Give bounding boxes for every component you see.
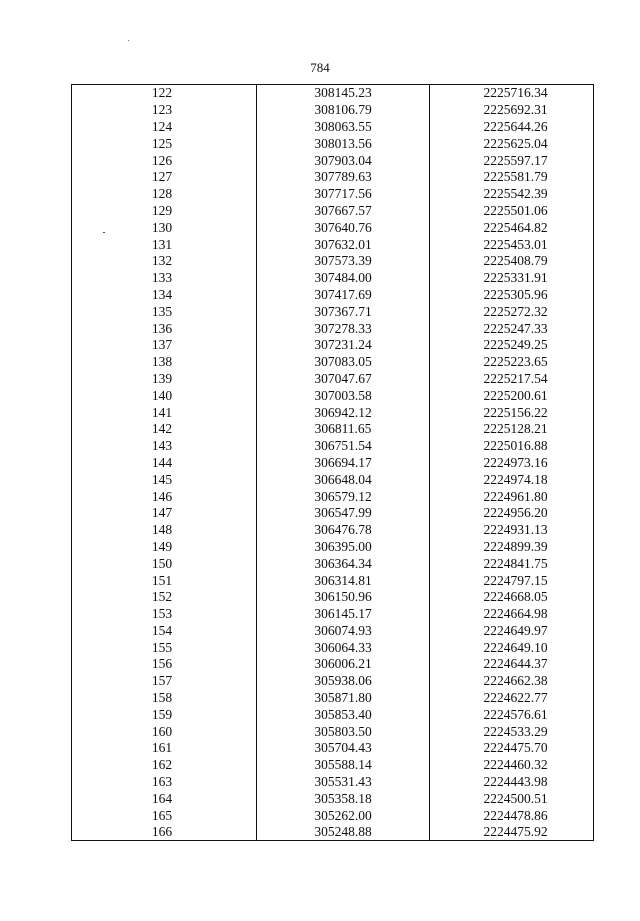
point-number-cell: 124	[151, 118, 173, 134]
y-coordinate-cell: 2224961.80	[483, 488, 548, 504]
x-coordinate-cell: 306579.12	[257, 488, 430, 505]
table-row	[72, 824, 601, 841]
x-coordinate-cell: 306314.81	[257, 572, 430, 589]
y-coordinate-cell: 2224475.70	[483, 740, 548, 756]
x-coordinate-cell: 308106.79	[257, 102, 430, 119]
table-row	[72, 723, 601, 740]
y-coordinate-cell: 2225331.91	[483, 270, 548, 286]
y-coordinate-cell: 2224576.61	[483, 706, 548, 722]
x-coordinate-cell: 306395.00	[257, 539, 430, 556]
y-coordinate-cell: 2225128.21	[483, 421, 548, 437]
y-coordinate-cell: 2225223.65	[483, 354, 548, 370]
y-coordinate-cell: 2225581.79	[483, 169, 548, 185]
y-coordinate-cell: 2224668.05	[483, 589, 548, 605]
y-coordinate-cell: 2225597.17	[483, 152, 548, 168]
point-number-cell: 128	[151, 186, 173, 202]
table-row	[72, 757, 601, 774]
y-coordinate-cell: 2225305.96	[483, 286, 548, 302]
x-coordinate-cell: 307278.33	[257, 320, 430, 337]
y-coordinate-cell: 2225217.54	[483, 370, 548, 386]
point-number-cell: 147	[151, 505, 173, 521]
point-number-cell: 123	[151, 102, 173, 118]
point-number-cell: 133	[151, 270, 173, 286]
point-number-cell: 135	[151, 303, 173, 319]
x-coordinate-cell: 306006.21	[257, 656, 430, 673]
x-coordinate-cell: 306648.04	[257, 471, 430, 488]
x-coordinate-cell: 305262.00	[257, 807, 430, 824]
page-number: 784	[310, 60, 330, 75]
y-coordinate-cell: 2224931.13	[483, 522, 548, 538]
table-row	[72, 606, 601, 623]
x-coordinate-cell: 307083.05	[257, 354, 430, 371]
table-row	[72, 354, 601, 371]
x-coordinate-cell: 305871.80	[257, 690, 430, 707]
y-coordinate-cell: 2225200.61	[483, 387, 548, 403]
point-number-cell: 162	[151, 757, 173, 773]
x-coordinate-cell: 305588.14	[257, 757, 430, 774]
point-number-cell: 159	[151, 706, 173, 722]
table-row	[72, 790, 601, 807]
point-number-cell: 139	[151, 370, 173, 386]
x-coordinate-cell: 307573.39	[257, 253, 430, 270]
x-coordinate-cell: 307367.71	[257, 303, 430, 320]
x-coordinate-cell: 306150.96	[257, 589, 430, 606]
table-row	[72, 219, 601, 236]
x-coordinate-cell: 307789.63	[257, 169, 430, 186]
table-row	[72, 203, 601, 220]
x-coordinate-cell: 305704.43	[257, 740, 430, 757]
x-coordinate-cell: 306364.34	[257, 555, 430, 572]
x-coordinate-cell: 306145.17	[257, 606, 430, 623]
y-coordinate-cell: 2224974.18	[483, 471, 548, 487]
point-number-cell: 161	[151, 740, 173, 756]
table-row	[72, 690, 601, 707]
x-coordinate-cell: 308013.56	[257, 135, 430, 152]
point-number-cell: 130	[151, 219, 173, 235]
y-coordinate-cell: 2224460.32	[483, 757, 548, 773]
y-coordinate-cell: 2225501.06	[483, 202, 548, 218]
point-number-cell: 122	[151, 85, 173, 101]
point-number-cell: 152	[151, 589, 173, 605]
table-row	[72, 623, 601, 640]
x-coordinate-cell: 306476.78	[257, 522, 430, 539]
table-row	[72, 471, 601, 488]
y-coordinate-cell: 2225156.22	[483, 404, 548, 420]
point-number-cell: 148	[151, 522, 173, 538]
point-number-cell: 150	[151, 555, 173, 571]
table-row	[72, 555, 601, 572]
point-number-cell: 165	[151, 807, 173, 823]
x-coordinate-cell: 307484.00	[257, 270, 430, 287]
point-number-cell: 143	[151, 438, 173, 454]
point-number-cell: 127	[151, 169, 173, 185]
y-coordinate-cell: 2225464.82	[483, 219, 548, 235]
y-coordinate-cell: 2224500.51	[483, 790, 548, 806]
table-row	[72, 337, 601, 354]
table-row	[72, 169, 601, 186]
point-number-cell: 153	[151, 606, 173, 622]
y-coordinate-cell: 2224443.98	[483, 774, 548, 790]
point-number-cell: 131	[151, 236, 173, 252]
x-coordinate-cell: 305358.18	[257, 790, 430, 807]
y-coordinate-cell: 2224533.29	[483, 723, 548, 739]
x-coordinate-cell: 305531.43	[257, 774, 430, 791]
point-number-cell: 164	[151, 790, 173, 806]
table-row	[72, 488, 601, 505]
table-row	[72, 421, 601, 438]
x-coordinate-cell: 308145.23	[257, 85, 430, 102]
point-number-cell: 149	[151, 538, 173, 554]
y-coordinate-cell: 2225247.33	[483, 320, 548, 336]
x-coordinate-cell: 306694.17	[257, 455, 430, 472]
point-number-cell: 146	[151, 488, 173, 504]
y-coordinate-cell: 2225716.34	[483, 85, 548, 101]
x-coordinate-cell: 306811.65	[257, 421, 430, 438]
x-coordinate-cell: 305803.50	[257, 723, 430, 740]
y-coordinate-cell: 2225408.79	[483, 253, 548, 269]
point-number-cell: 158	[151, 690, 173, 706]
point-number-cell: 126	[151, 152, 173, 168]
point-number-cell: 157	[151, 673, 173, 689]
y-coordinate-cell: 2224973.16	[483, 454, 548, 470]
point-number-cell: 140	[151, 387, 173, 403]
y-coordinate-cell: 2224649.97	[483, 622, 548, 638]
table-row	[72, 119, 601, 136]
y-coordinate-cell: 2225625.04	[483, 135, 548, 151]
point-number-cell: 151	[151, 572, 173, 588]
table-row	[72, 152, 601, 169]
table-row	[72, 371, 601, 388]
table-row	[72, 522, 601, 539]
y-coordinate-cell: 2224797.15	[483, 572, 548, 588]
table-row	[72, 303, 601, 320]
y-coordinate-cell: 2224841.75	[483, 555, 548, 571]
x-coordinate-cell: 307640.76	[257, 219, 430, 236]
point-number-cell: 137	[151, 337, 173, 353]
table-row	[72, 774, 601, 791]
x-coordinate-cell: 305938.06	[257, 673, 430, 690]
table-row	[72, 253, 601, 270]
table-row	[72, 639, 601, 656]
y-coordinate-cell: 2225272.32	[483, 303, 548, 319]
point-number-cell: 156	[151, 656, 173, 672]
y-coordinate-cell: 2225249.25	[483, 337, 548, 353]
y-coordinate-cell: 2225644.26	[483, 118, 548, 134]
point-number-cell: 129	[151, 202, 173, 218]
y-coordinate-cell: 2224662.38	[483, 673, 548, 689]
table-row	[72, 387, 601, 404]
x-coordinate-cell: 307632.01	[257, 236, 430, 253]
x-coordinate-cell: 307231.24	[257, 337, 430, 354]
table-row	[72, 656, 601, 673]
y-coordinate-cell: 2225542.39	[483, 186, 548, 202]
table-row	[72, 404, 601, 421]
y-coordinate-cell: 2224644.37	[483, 656, 548, 672]
y-coordinate-cell: 2224664.98	[483, 606, 548, 622]
x-coordinate-cell: 307903.04	[257, 152, 430, 169]
point-number-cell: 125	[151, 135, 173, 151]
point-number-cell: 134	[151, 286, 173, 302]
y-coordinate-cell: 2225453.01	[483, 236, 548, 252]
table-row	[72, 438, 601, 455]
point-number-cell: 145	[151, 471, 173, 487]
x-coordinate-cell: 307717.56	[257, 186, 430, 203]
table-row	[72, 706, 601, 723]
point-number-cell: 142	[151, 421, 173, 437]
y-coordinate-cell: 2224649.10	[483, 639, 548, 655]
table-row	[72, 539, 601, 556]
table-row	[72, 505, 601, 522]
point-number-cell: 132	[151, 253, 173, 269]
y-coordinate-cell: 2224478.86	[483, 807, 548, 823]
table-row	[72, 740, 601, 757]
point-number-cell: 141	[151, 404, 173, 420]
table-row	[72, 572, 601, 589]
x-coordinate-cell: 306942.12	[257, 404, 430, 421]
point-number-cell: 166	[151, 824, 173, 840]
point-number-cell: 155	[151, 639, 173, 655]
scan-speck	[128, 40, 129, 41]
x-coordinate-cell: 306064.33	[257, 639, 430, 656]
point-number-cell: 160	[151, 723, 173, 739]
table-row	[72, 673, 601, 690]
coordinates-table-frame	[71, 84, 594, 841]
table-row	[72, 236, 601, 253]
point-number-cell: 136	[151, 320, 173, 336]
x-coordinate-cell: 307047.67	[257, 371, 430, 388]
table-row	[72, 85, 601, 102]
x-coordinate-cell: 307667.57	[257, 203, 430, 220]
table-row	[72, 186, 601, 203]
y-coordinate-cell: 2224622.77	[483, 690, 548, 706]
table-row	[72, 287, 601, 304]
point-number-cell: 138	[151, 354, 173, 370]
x-coordinate-cell: 306751.54	[257, 438, 430, 455]
point-number-cell: 154	[151, 622, 173, 638]
point-number-cell: 144	[151, 454, 173, 470]
y-coordinate-cell: 2225016.88	[483, 438, 548, 454]
coordinates-table	[72, 85, 601, 841]
x-coordinate-cell: 305853.40	[257, 706, 430, 723]
table-row	[72, 270, 601, 287]
table-row	[72, 807, 601, 824]
point-number-cell: 163	[151, 774, 173, 790]
x-coordinate-cell: 308063.55	[257, 119, 430, 136]
table-row	[72, 102, 601, 119]
table-row	[72, 589, 601, 606]
table-row	[72, 320, 601, 337]
y-coordinate-cell: 2224899.39	[483, 538, 548, 554]
y-coordinate-cell: 2224956.20	[483, 505, 548, 521]
y-coordinate-cell: 2225692.31	[483, 102, 548, 118]
x-coordinate-cell: 306547.99	[257, 505, 430, 522]
y-coordinate-cell: 2224475.92	[483, 824, 548, 840]
x-coordinate-cell: 307003.58	[257, 387, 430, 404]
table-row	[72, 455, 601, 472]
x-coordinate-cell: 306074.93	[257, 623, 430, 640]
x-coordinate-cell: 307417.69	[257, 287, 430, 304]
coordinates-table-body	[72, 85, 601, 841]
table-row	[72, 135, 601, 152]
x-coordinate-cell: 305248.88	[257, 824, 430, 841]
